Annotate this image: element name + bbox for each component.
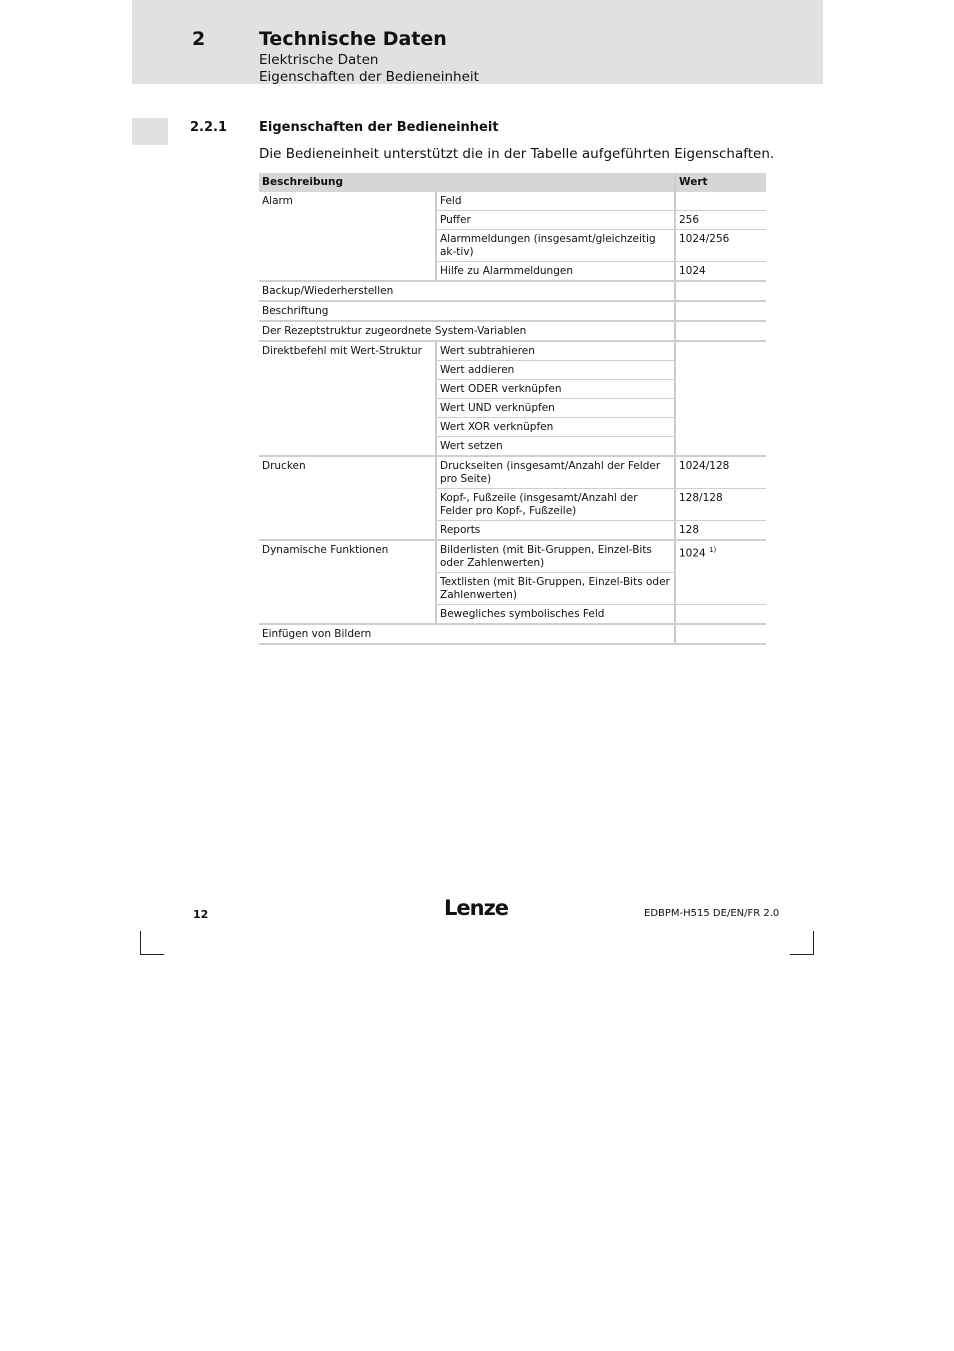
sub-label: Textlisten (mit Bit-Gruppen, Einzel-Bits oder Zahlenwerten)	[435, 573, 674, 605]
sub-label: Reports	[435, 521, 674, 539]
value-cell	[674, 625, 766, 643]
table-header-row	[259, 173, 766, 192]
direktbefehl-subrows	[435, 342, 766, 455]
sub-label: Alarmmeldungen (insgesamt/gleichzeitig ak-tiv)	[435, 230, 674, 262]
side-marker	[132, 118, 168, 145]
table-group-alarm	[259, 192, 766, 282]
section-intro: Die Bedieneinheit unterstützt die in der Tabelle aufgeführten Eigenschaften.	[259, 146, 775, 162]
direktbefehl-label: Direktbefehl mit Wert-Struktur	[262, 345, 422, 357]
table-row	[435, 489, 766, 521]
value-cell	[674, 322, 766, 340]
crop-mark-left-vertical	[140, 931, 141, 955]
crop-mark-right-vertical	[813, 931, 814, 955]
header-subtitle-1: Elektrische Daten	[259, 52, 379, 68]
sub-label: Wert setzen	[435, 437, 674, 455]
dynamisch-subrows	[435, 541, 766, 623]
sub-label: Wert XOR verknüpfen	[435, 418, 674, 437]
alarm-subrows	[435, 192, 766, 280]
footnote-mark: 1)	[709, 546, 717, 554]
dynamisch-list-top	[435, 541, 674, 605]
value-cell: 128/128	[674, 489, 766, 521]
table-row	[435, 192, 766, 211]
value-cell: 256	[674, 211, 766, 230]
sub-label: Druckseiten (insgesamt/Anzahl der Felder pro Seite)	[435, 457, 674, 489]
sub-label: Hilfe zu Alarmmeldungen	[435, 262, 674, 280]
table-group-drucken	[259, 457, 766, 541]
drucken-label: Drucken	[262, 460, 306, 472]
table-row	[435, 230, 766, 262]
lenze-logo: Lenze	[444, 896, 509, 920]
table-row	[435, 211, 766, 230]
dynamisch-value: 1024	[679, 547, 706, 560]
alarm-label: Alarm	[262, 195, 293, 207]
value-cell	[674, 282, 766, 300]
table-row	[435, 457, 766, 489]
table-row-einfuegen	[259, 625, 766, 645]
value-cell: 1024	[674, 262, 766, 280]
value-cell: 1024/128	[674, 457, 766, 489]
chapter-title: Technische Daten	[259, 28, 447, 50]
beschriftung-label: Beschriftung	[262, 305, 329, 317]
chapter-number: 2	[192, 28, 206, 50]
value-cell	[674, 605, 766, 623]
rezept-label: Der Rezeptstruktur zugeordnete System-Variablen	[262, 325, 527, 337]
einfuegen-label: Einfügen von Bildern	[262, 628, 372, 640]
sub-label: Wert subtrahieren	[435, 342, 674, 361]
crop-mark-right-horizontal	[790, 954, 814, 955]
sub-label: Kopf-, Fußzeile (insgesamt/Anzahl der Felder pro Kopf-, Fußzeile)	[435, 489, 674, 521]
table-row	[435, 605, 766, 623]
dynamisch-top	[435, 541, 766, 605]
table-row	[435, 262, 766, 280]
backup-label: Backup/Wiederherstellen	[262, 285, 394, 297]
header-subtitle-2: Eigenschaften der Bedieneinheit	[259, 69, 479, 85]
section-number: 2.2.1	[190, 120, 228, 135]
header-description: Beschreibung	[262, 176, 343, 188]
value-cell: 128	[674, 521, 766, 539]
section-title: Eigenschaften der Bedieneinheit	[259, 120, 499, 135]
header-value: Wert	[674, 173, 766, 192]
sub-label: Feld	[435, 192, 674, 211]
value-cell	[674, 192, 766, 211]
table-row-backup	[259, 282, 766, 302]
sub-label: Wert addieren	[435, 361, 674, 380]
sub-label: Wert ODER verknüpfen	[435, 380, 674, 399]
sub-label: Puffer	[435, 211, 674, 230]
sub-label: Wert UND verknüpfen	[435, 399, 674, 418]
value-cell: 1024/256	[674, 230, 766, 262]
properties-table	[259, 173, 766, 645]
table-row	[435, 521, 766, 539]
table-row-beschriftung	[259, 302, 766, 322]
value-cell	[674, 342, 766, 455]
table-group-direktbefehl	[259, 342, 766, 457]
sub-label: Bilderlisten (mit Bit-Gruppen, Einzel-Bits oder Zahlenwerten)	[435, 541, 674, 573]
sub-label: Bewegliches symbolisches Feld	[435, 605, 674, 623]
value-cell	[674, 541, 766, 605]
value-cell	[674, 302, 766, 320]
drucken-subrows	[435, 457, 766, 539]
table-row-rezept	[259, 322, 766, 342]
crop-mark-left-horizontal	[140, 954, 164, 955]
table-group-dynamisch	[259, 541, 766, 625]
doc-reference: EDBPM-H515 DE/EN/FR 2.0	[644, 908, 780, 919]
dynamisch-label: Dynamische Funktionen	[262, 544, 389, 556]
page-number: 12	[193, 908, 209, 921]
direktbefehl-list	[435, 342, 674, 455]
